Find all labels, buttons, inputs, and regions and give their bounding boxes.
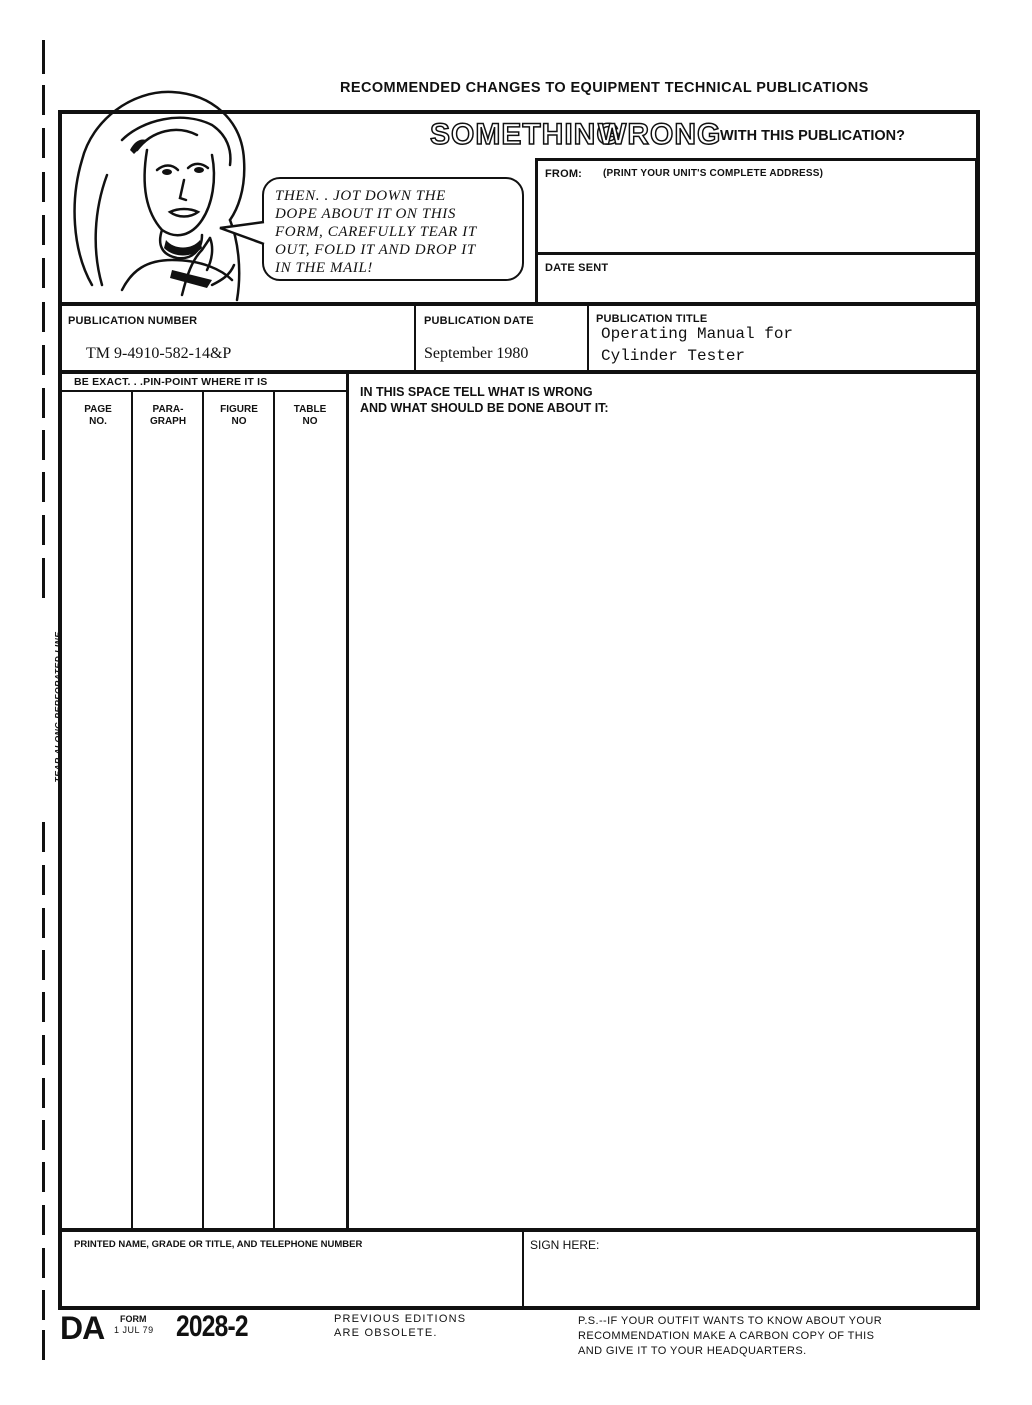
form-da-label: DA <box>60 1310 105 1346</box>
instructions-line: AND WHAT SHOULD BE DONE ABOUT IT: <box>360 401 609 415</box>
column-figure-no <box>204 404 274 428</box>
publication-date-label: PUBLICATION DATE <box>424 315 534 327</box>
bubble-line: THEN. . JOT DOWN THE <box>275 188 446 204</box>
signature-field[interactable] <box>528 1254 972 1302</box>
date-sent-label: DATE SENT <box>545 262 609 274</box>
instructions-line: IN THIS SPACE TELL WHAT IS WRONG <box>360 385 593 399</box>
comments-field[interactable] <box>352 420 972 1228</box>
ps-note-line: AND GIVE IT TO YOUR HEADQUARTERS. <box>578 1345 807 1357</box>
form-number: 2028-2 <box>176 1310 248 1343</box>
speech-bubble-text <box>275 187 520 277</box>
form-word: FORM <box>120 1314 147 1324</box>
from-label: FROM: <box>545 168 583 180</box>
column-header-line: FIGURE <box>220 404 258 415</box>
from-hint: (PRINT YOUR UNIT'S COMPLETE ADDRESS) <box>603 168 824 179</box>
previous-editions-line: ARE OBSOLETE. <box>334 1327 438 1339</box>
headline-wrong: WRONG <box>598 118 722 151</box>
publication-date-value[interactable]: September 1980 <box>424 345 529 362</box>
column-header-line: PAGE <box>84 404 112 415</box>
publication-title-line1[interactable]: Operating Manual for <box>601 325 794 343</box>
from-address-field[interactable] <box>540 182 972 248</box>
printed-name-label: PRINTED NAME, GRADE OR TITLE, AND TELEPHONE NUMBER <box>74 1239 363 1250</box>
bubble-line: FORM, CAREFULLY TEAR IT <box>275 224 477 240</box>
cartoon-woman-illustration <box>62 80 252 302</box>
column-header-line: PARA- <box>152 404 184 415</box>
column-page-no <box>64 404 132 428</box>
tear-line-label: TEAR ALONG PERFORATED LINE <box>53 631 63 783</box>
column-table-no <box>275 404 345 428</box>
publication-title-label: PUBLICATION TITLE <box>596 313 708 325</box>
table-no-field[interactable] <box>276 432 345 1228</box>
form-top-title: RECOMMENDED CHANGES TO EQUIPMENT TECHNICAL PUBLICATIONS <box>340 80 869 96</box>
bubble-line: DOPE ABOUT IT ON THIS <box>275 206 456 222</box>
paragraph-field[interactable] <box>134 432 201 1228</box>
column-header-line: NO <box>302 416 318 427</box>
bubble-line: IN THE MAIL! <box>275 260 374 276</box>
page-no-field[interactable] <box>64 432 130 1228</box>
speech-bubble-tail <box>218 216 266 250</box>
ps-note <box>578 1314 882 1359</box>
publication-number-label: PUBLICATION NUMBER <box>68 315 198 327</box>
date-sent-field[interactable] <box>540 276 972 300</box>
publication-number-value[interactable]: TM 9-4910-582-14&P <box>86 345 232 362</box>
column-header-line: TABLE <box>293 404 327 415</box>
column-header-line: GRAPH <box>149 416 187 427</box>
headline-rest: WITH THIS PUBLICATION? <box>720 128 905 144</box>
pinpoint-header: BE EXACT. . .PIN-POINT WHERE IT IS <box>74 376 268 388</box>
printed-name-field[interactable] <box>64 1254 518 1302</box>
column-header-line: NO. <box>89 416 107 427</box>
previous-editions-line: PREVIOUS EDITIONS <box>334 1313 467 1325</box>
form-date: 1 JUL 79 <box>114 1325 154 1335</box>
publication-title-line2[interactable]: Cylinder Tester <box>601 347 746 365</box>
column-paragraph <box>133 404 203 428</box>
headline-something: SOMETHING <box>430 118 621 151</box>
column-header-line: NO <box>231 416 247 427</box>
instructions <box>360 384 609 416</box>
ps-note-line: P.S.--IF YOUR OUTFIT WANTS TO KNOW ABOUT YOUR <box>578 1315 883 1327</box>
figure-no-field[interactable] <box>205 432 272 1228</box>
ps-note-line: RECOMMENDATION MAKE A CARBON COPY OF THIS <box>578 1330 875 1342</box>
bubble-line: OUT, FOLD IT AND DROP IT <box>275 242 476 258</box>
sign-here-label: SIGN HERE: <box>530 1238 600 1252</box>
previous-editions <box>334 1312 466 1340</box>
